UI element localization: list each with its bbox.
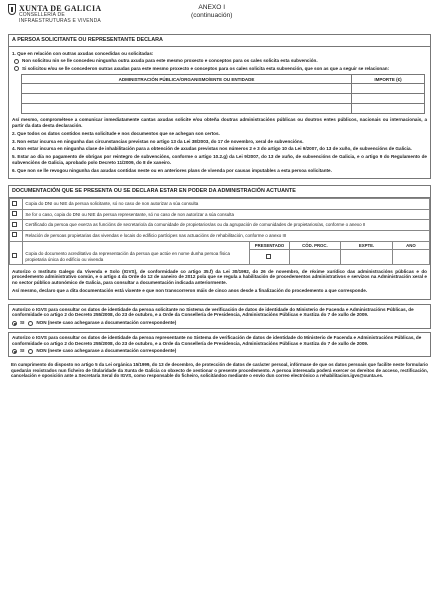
- col-cod-proc: CÓD. PROC.: [289, 241, 341, 249]
- consent-representative-text: Autorizo o IGVS para consultar os datos de identidade da persoa representante no Sistema de verificación de datos de identidade do Ministerio de Facenda e Administracións Públicas, de conformidade co artigo 2 do Decreto 255/2008, do 23 de outubro, e a Orde da Consellería de Presidencia, Administracións Públicas e Xustiza do 7 de xullo de 2009.: [12, 334, 422, 346]
- declaration-title: A PERSOA SOLICITANTE OU REPRESENTANTE DECLARA: [9, 35, 430, 47]
- logo-main: XUNTA DE GALICIA: [19, 4, 102, 13]
- doc-row: [10, 199, 430, 210]
- authorization-text: Autorizo o Instituto Galego da Vivenda e Solo (IGVS), de conformidade co artigo 35.f) da Lei 30/1992, do 26 de novembro, de réxime xurídico das administracións públicas e do procedemento administrativo común, e o artigo 4 da Orde do 12 de xaneiro de 2012 pola que se regula a habilitación de procedementos administrativos e servizos na Administración xeral e no sector público autonómico de Galicia, para consultar a documentación indicada anteriormente.: [12, 268, 427, 286]
- aid-entity-cell[interactable]: [22, 84, 352, 94]
- declaration-item-6: 6. Que non se lle revogou ningunha das axudas contidas neste ou en anteriores plans de vivenda por causas imputables a esta persoa solicitante.: [12, 167, 332, 173]
- col-expte: EXPTE.: [341, 241, 393, 249]
- radio-icon[interactable]: [28, 349, 33, 354]
- checkbox-icon[interactable]: [266, 254, 271, 259]
- doc-row-dni-representative: Se for o caso, copia do DNI ou NIE da persoa representante, só no caso de non autorizar a súa consulta: [23, 209, 430, 220]
- aid-entity-cell[interactable]: [22, 104, 352, 114]
- declaration-item-5: 5. Estar ao día no pagamento de obrigas por reintegro de subvencións, conforme o artigo 10.2.g) da Lei 9/2007, do 13 de xuño, de subvencións de Galicia, e o artigo 9 do Regulamento de subvencións de Galicia, aprobado polo Decreto 11/2009, do 8 de xaneiro.: [12, 154, 427, 165]
- doc-row: [10, 209, 430, 220]
- doc-row: [10, 249, 430, 264]
- shield-icon: [8, 4, 16, 15]
- other-aid-table: [21, 74, 425, 114]
- declaration-item-2: 2. Que todos os datos contidos nesta solicitude e nos documentos que se achegan son certos.: [12, 130, 220, 136]
- annex-title: ANEXO I: [198, 4, 226, 11]
- expte-cell[interactable]: [341, 249, 393, 264]
- documentation-title: DOCUMENTACIÓN QUE SE PRESENTA OU SE DECLARA ESTAR EN PODER DA ADMINISTRACIÓN ACTUANTE: [9, 186, 430, 198]
- ano-cell[interactable]: [392, 249, 429, 264]
- other-aid-none-option[interactable]: [14, 58, 427, 64]
- col-ano: ANO: [392, 241, 429, 249]
- doc-row-secretary-certificate: Certificado da persoa que exerza as funcións de secretario/a da comunidade de propietarios/as ou da agrupación de comunidades de propietarios/as, conforme o anexo II: [23, 220, 430, 231]
- doc-row: [10, 220, 430, 231]
- declaration-section: [8, 34, 431, 179]
- radio-icon[interactable]: [12, 349, 17, 354]
- cod-proc-cell[interactable]: [289, 249, 341, 264]
- radio-icon[interactable]: [12, 321, 17, 326]
- consent-representative-yes[interactable]: SI: [20, 348, 25, 354]
- header: [8, 4, 431, 34]
- checkbox-icon[interactable]: [12, 232, 17, 237]
- doc-header-row: [10, 241, 430, 249]
- documentation-table: [9, 198, 430, 265]
- declaration-item-3: 3. Non estar incursa en ningunha das circunstancias previstas no artigo 13 da Lei 38/2003, do 17 de novembro, xeral de subvencións.: [12, 138, 304, 144]
- annex-subtitle: (continuación): [191, 11, 233, 19]
- data-protection-notice: En cumprimento do disposto no artigo 5 da Lei orgánica 15/1999, do 13 de decembro, de protección de datos de carácter persoal, infórmase de que os datos persoais que facilite neste formulario quedarán rexistrados nun ficheiro de titularidade da Xunta de Galicia co obxecto de xestionar o presente procedemento. A persoa interesada poderá exercer os dereitos de acceso, rectificación, cancelación e oposición ante a Secretaría Xeral do IGVS, como responsable do ficheiro, solicitándoo mediante o envío dun correo electrónico a rehabilitacion.igvs@xunta.es.: [11, 362, 428, 379]
- checkbox-icon[interactable]: [12, 211, 17, 216]
- other-aid-yes-option[interactable]: [14, 66, 427, 72]
- aid-table-row: [22, 104, 425, 114]
- declaration-commitment: Así mesmo, comprométese a comunicar inmediatamente cantas axudas solicite e/ou obteña doutras administracións públicas ou doutros entes públicos, nacionais ou internacionais, a partir da data desta declaración.: [12, 117, 427, 129]
- doc-row-dni-applicant: Copia do DNI ou NIE da persoa solicitante, só no caso de non autorizar a súa consulta: [23, 199, 430, 210]
- col-presentado: PRESENTADO: [250, 241, 289, 249]
- logo-sub-2: INFRAESTRUTURAS E VIVENDA: [19, 17, 101, 24]
- doc-row-representation: Copia do documento acreditativo da representación da persoa que actúe en nome dunha persoa física propietaria única do edificio ou vivenda: [23, 249, 250, 264]
- logo-text: [19, 4, 101, 25]
- authorization-validity: Así mesmo, declaro que a dita documentación está vixente e que non transcorreron máis de cinco anos desde a finalización do procedemento a que corresponde.: [12, 287, 368, 293]
- xunta-logo: [8, 4, 101, 25]
- aid-entity-cell[interactable]: [22, 94, 352, 104]
- consent-representative-options: [12, 348, 427, 354]
- aid-amount-cell[interactable]: [352, 104, 425, 114]
- consent-representative: [8, 332, 431, 357]
- consent-applicant-options: [12, 320, 427, 326]
- authorization-body: [9, 265, 430, 299]
- other-aid-yes-label: Si solicitou e/ou se lle concederon outras axudas para este mesmo proxecto e conceptos para os cales solicita esta subvención, que son as que a seguir se relacionan:: [22, 65, 390, 71]
- aid-table-row: [22, 94, 425, 104]
- radio-icon[interactable]: [14, 66, 19, 71]
- checkbox-icon[interactable]: [12, 222, 17, 227]
- checkbox-icon[interactable]: [12, 201, 17, 206]
- aid-table-row: [22, 84, 425, 94]
- declaration-item-4: 4. Non estar incursa en ningunha clase de inhabilitación para a obtención de axudas previstas nos números 2 e 3 do artigo 10 da Lei 9/2007, do 13 de xuño, de subvencións de Galicia.: [12, 146, 412, 152]
- documentation-section: [8, 185, 431, 299]
- doc-row-owners-list: Relación de persoas propietarias das vivendas e locais do edificio partícipes nas actuacións de rehabilitación, conforme o anexo III: [23, 230, 430, 241]
- declaration-body: [9, 47, 430, 179]
- aid-amount-cell[interactable]: [352, 94, 425, 104]
- radio-icon[interactable]: [14, 59, 19, 64]
- radio-icon[interactable]: [28, 321, 33, 326]
- logo-sub-1: CONSELLERÍA DE: [19, 12, 65, 18]
- consent-representative-no[interactable]: NON (neste caso achegarase a documentación correspondente): [36, 348, 177, 354]
- consent-applicant-text: Autorizo o IGVS para consultar os datos de identidade da persoa solicitante no Sistema de verificación de datos de identidade do Ministerio de Facenda e Administracións Públicas, de conformidade co artigo 2 do Decreto 255/2008, do 23 de outubro, e a Orde da Consellería de Presidencia, Administracións Públicas e Xustiza do 7 de xullo de 2009.: [12, 306, 414, 318]
- declaration-q1: 1. Que en relación con outras axudas concedidas ou solicitadas:: [12, 50, 154, 56]
- aid-table-header-amount: IMPORTE (€): [352, 75, 425, 84]
- checkbox-icon[interactable]: [12, 253, 17, 258]
- consent-applicant-yes[interactable]: SI: [20, 320, 25, 326]
- annex-heading: [191, 4, 232, 19]
- consent-applicant-no[interactable]: NON (neste caso achegarase a documentación correspondente): [36, 320, 177, 326]
- aid-table-header-entity: ADMINISTRACIÓN PÚBLICA/ORGANISMO/ENTE OU ENTIDADE: [22, 75, 352, 84]
- consent-applicant: [8, 304, 431, 329]
- other-aid-none-label: Non solicitou nin se lle concedeu ningunha outra axuda para este mesmo proxecto e conceptos para os cales solicita esta subvención.: [22, 58, 318, 64]
- doc-row: [10, 230, 430, 241]
- aid-amount-cell[interactable]: [352, 84, 425, 94]
